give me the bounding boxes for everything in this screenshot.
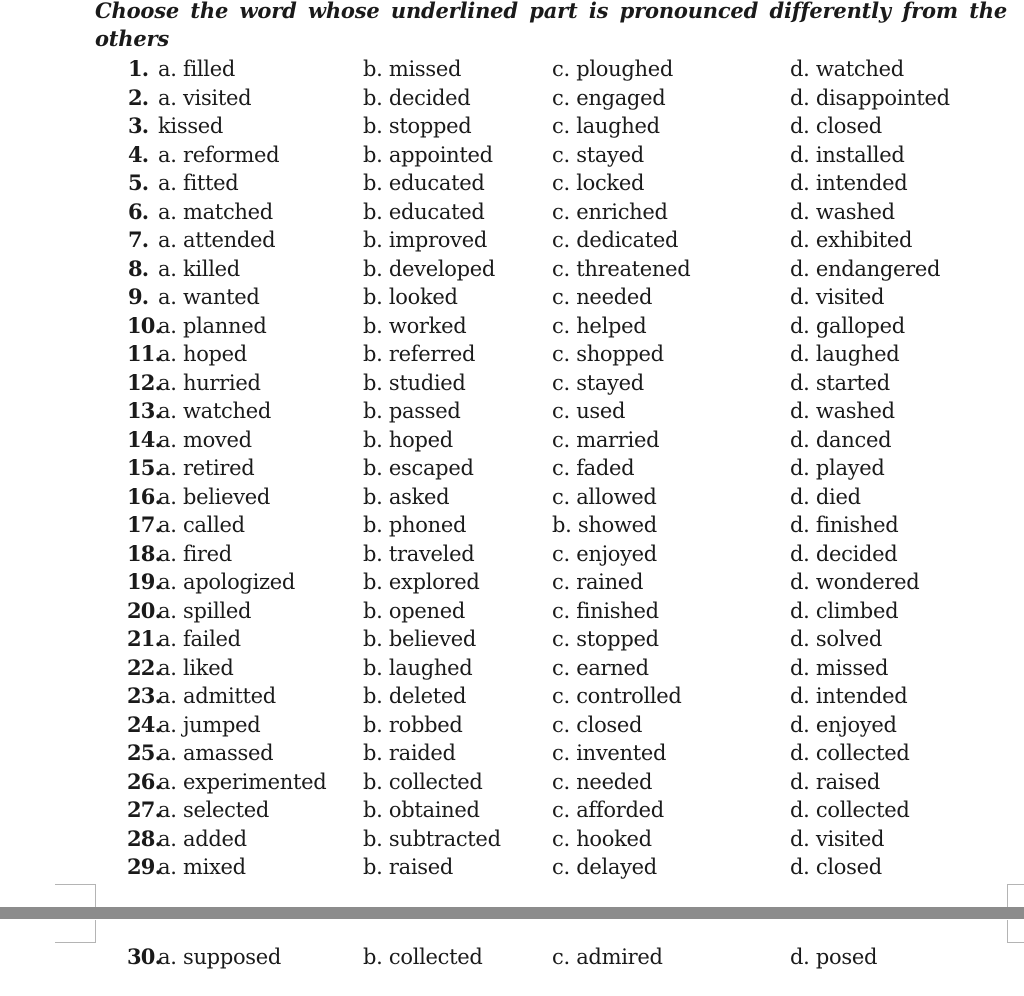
option-d: d. enjoyed [790,712,897,737]
question-row [0,369,1024,398]
question-number: 25. [127,740,162,765]
option-b: b. collected [363,945,483,969]
option-b: b. traveled [363,541,475,566]
option-d: d. installed [790,142,905,167]
question-number: 14. [127,426,162,452]
option-b: b. deleted [363,684,467,708]
option-b: b. missed [363,57,462,81]
option-b: b. studied [363,370,466,395]
question-number: 19. [127,569,162,594]
question-number: 10. [127,312,162,338]
option-c: b. showed [552,513,657,537]
question-row [0,397,1024,426]
option-b: b. educated [363,171,485,195]
option-a: a. filled [158,57,235,81]
question-number: 16. [127,483,162,509]
option-a: a. fired [158,541,232,566]
option-a: a. attended [158,228,276,252]
option-b: b. collected [363,769,483,794]
option-b: b. escaped [363,456,474,480]
option-a: a. reformed [158,142,280,167]
option-c: c. needed [552,769,653,794]
question-row [0,340,1024,369]
option-c: c. invented [552,741,667,765]
option-b: b. decided [363,85,471,110]
option-c: c. delayed [552,855,657,879]
option-a: a. wanted [158,285,260,309]
option-a: a. watched [158,399,271,423]
option-b: b. looked [363,285,458,309]
option-d: d. started [790,370,890,395]
option-a: a. visited [158,85,252,110]
option-d: d. died [790,484,861,509]
option-a: a. failed [158,627,241,651]
question-number: 24. [127,711,162,737]
question-row [0,511,1024,540]
option-b: b. developed [363,256,496,281]
option-d: d. climbed [790,598,899,623]
question-row [0,454,1024,483]
question-row [0,255,1024,284]
option-b: b. worked [363,313,467,338]
question-number: 29. [127,854,162,879]
option-a: a. selected [158,798,269,822]
question-row [0,198,1024,227]
question-row [0,226,1024,255]
question-row [0,540,1024,569]
option-c: c. closed [552,712,643,737]
option-b: b. hoped [363,427,453,452]
question-row [0,853,1024,882]
question-row [0,112,1024,141]
question-row [0,739,1024,768]
option-c: c. married [552,427,660,452]
option-d: d. finished [790,513,899,537]
option-c: c. enriched [552,199,668,224]
crop-mark-top-left [55,884,96,907]
option-c: c. afforded [552,798,664,822]
question-number: 11. [127,341,162,366]
option-d: d. laughed [790,342,900,366]
option-a: a. matched [158,199,273,224]
option-b: b. phoned [363,513,467,537]
option-a: a. moved [158,427,252,452]
question-row [0,312,1024,341]
option-d: d. visited [790,285,885,309]
page-break [0,907,1024,919]
question-number: 7. [128,227,149,252]
option-b: b. appointed [363,142,493,167]
option-c: c. controlled [552,684,682,708]
option-a: a. jumped [158,712,261,737]
option-a: a. retired [158,456,255,480]
option-c: c. faded [552,456,635,480]
option-b: b. laughed [363,655,473,680]
question-row [0,483,1024,512]
question-row [0,768,1024,797]
question-row [0,654,1024,683]
option-c: c. stayed [552,142,644,167]
question-row [0,55,1024,84]
crop-mark-top-right [1007,884,1024,907]
question-number: 17. [127,512,162,537]
option-a: a. mixed [158,855,246,879]
option-a: a. planned [158,313,267,338]
question-number: 30. [127,944,162,969]
question-number: 2. [128,84,149,110]
question-number: 20. [127,597,162,623]
question-row [0,682,1024,711]
question-number: 23. [127,683,162,708]
question-number: 5. [128,170,149,195]
question-row [0,426,1024,455]
question-number: 1. [128,56,149,81]
option-d: d. collected [790,798,910,822]
option-a: a. called [158,513,245,537]
option-c: c. engaged [552,85,666,110]
option-d: d. washed [790,199,895,224]
option-c: c. allowed [552,484,657,509]
question-number: 18. [127,540,162,566]
question-row [0,711,1024,740]
option-d: d. galloped [790,313,905,338]
option-d: d. visited [790,826,885,851]
question-row [0,141,1024,170]
option-c: c. earned [552,655,649,680]
question-number: 13. [127,398,162,423]
question-row [0,84,1024,113]
question-row [0,625,1024,654]
option-d: d. watched [790,57,904,81]
option-d: d. intended [790,684,908,708]
option-d: d. posed [790,945,878,969]
option-d: d. solved [790,627,882,651]
question-number: 4. [128,141,149,167]
option-b: b. referred [363,342,476,366]
exercise-title: Choose the word whose underlined part is pronounced differently from the others [95,0,1007,51]
option-c: c. threatened [552,256,691,281]
option-b: b. robbed [363,712,463,737]
option-b: b. stopped [363,114,472,138]
question-number: 21. [127,626,162,651]
question-number: 3. [128,113,149,138]
option-d: d. intended [790,171,908,195]
question-row [0,568,1024,597]
option-d: d. closed [790,855,882,879]
question-list [0,55,1024,882]
option-c: c. locked [552,171,645,195]
question-number: 27. [127,797,162,822]
question-row [0,796,1024,825]
option-b: b. improved [363,228,487,252]
option-b: b. raised [363,855,454,879]
option-d: d. raised [790,769,881,794]
option-a: a. apologized [158,570,296,594]
option-b: b. explored [363,570,480,594]
question-row [0,283,1024,312]
option-c: c. stopped [552,627,659,651]
option-b: b. educated [363,199,485,224]
question-number: 6. [128,198,149,224]
option-d: d. washed [790,399,895,423]
question-number: 28. [127,825,162,851]
option-d: d. wondered [790,570,920,594]
option-c: c. needed [552,285,653,309]
option-b: b. asked [363,484,450,509]
question-number: 15. [127,455,162,480]
question-row [0,597,1024,626]
option-a: a. hoped [158,342,247,366]
option-c: c. used [552,399,626,423]
question-number: 26. [127,768,162,794]
option-c: c. admired [552,945,663,969]
option-d: d. danced [790,427,892,452]
option-c: c. helped [552,313,647,338]
option-c: c. shopped [552,342,664,366]
option-a: a. admitted [158,684,276,708]
option-a: kissed [158,114,224,138]
option-d: d. collected [790,741,910,765]
option-c: c. hooked [552,826,652,851]
option-c: c. finished [552,598,659,623]
option-a: a. hurried [158,370,261,395]
option-b: b. obtained [363,798,480,822]
question-row [0,169,1024,198]
option-a: a. liked [158,655,234,680]
option-b: b. raided [363,741,456,765]
question-row [0,943,1024,972]
question-number: 8. [128,255,149,281]
option-d: d. closed [790,114,882,138]
option-b: b. subtracted [363,826,501,851]
option-d: d. played [790,456,885,480]
option-a: a. believed [158,484,271,509]
option-c: c. laughed [552,114,660,138]
question-number: 9. [128,284,149,309]
option-c: c. ploughed [552,57,673,81]
option-a: a. killed [158,256,240,281]
question-number: 12. [127,369,162,395]
question-row [0,825,1024,854]
option-c: c. rained [552,570,644,594]
question-number: 22. [127,654,162,680]
option-a: a. fitted [158,171,239,195]
crop-mark-bottom-left [55,920,96,943]
option-d: d. endangered [790,256,941,281]
option-c: c. enjoyed [552,541,657,566]
option-d: d. decided [790,541,898,566]
option-d: d. disappointed [790,85,950,110]
option-c: c. stayed [552,370,644,395]
option-a: a. experimented [158,769,327,794]
option-d: d. missed [790,655,889,680]
option-c: c. dedicated [552,228,679,252]
option-b: b. opened [363,598,466,623]
option-d: d. exhibited [790,228,913,252]
option-a: a. supposed [158,945,282,969]
option-a: a. amassed [158,741,274,765]
option-b: b. believed [363,627,476,651]
option-a: a. spilled [158,598,252,623]
crop-mark-bottom-right [1007,920,1024,943]
option-a: a. added [158,826,247,851]
option-b: b. passed [363,399,461,423]
